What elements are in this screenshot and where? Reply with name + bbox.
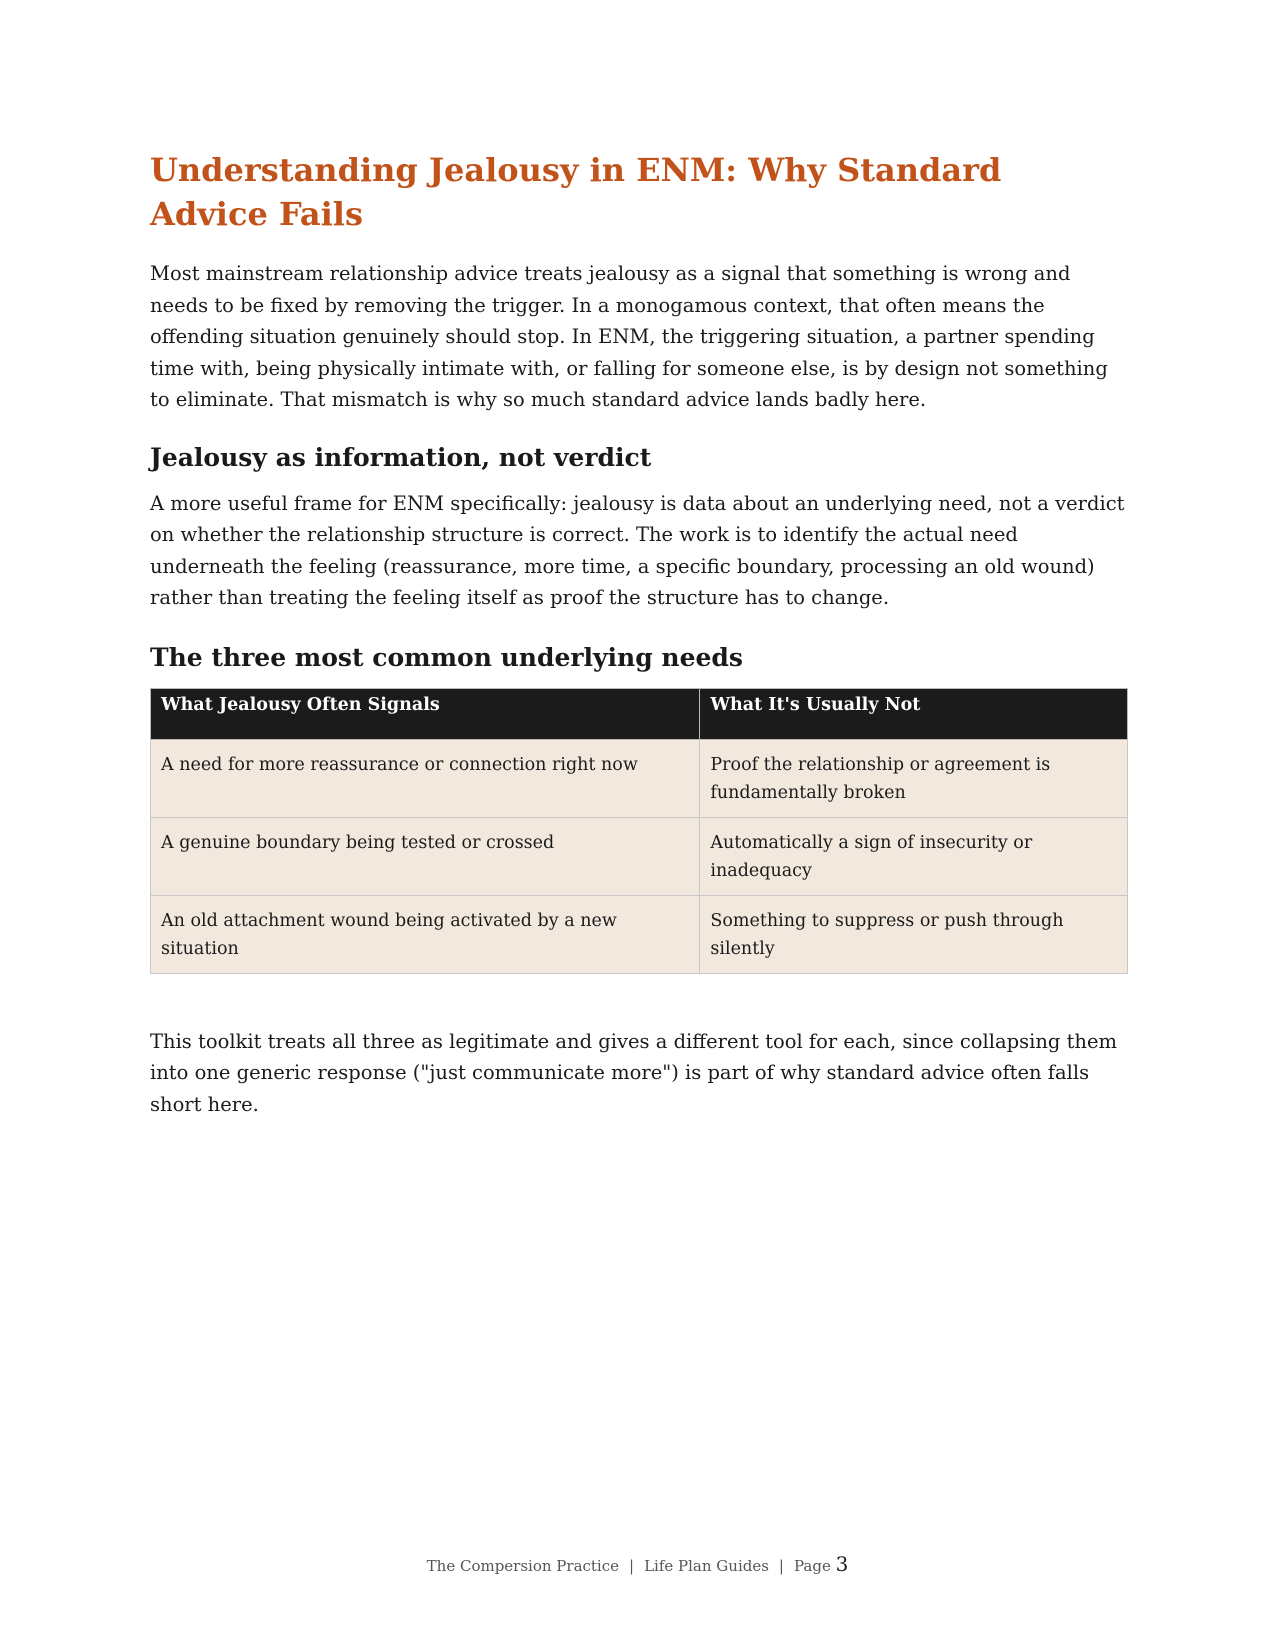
section-heading-underlying-needs: The three most common underlying needs [150,642,743,672]
footer-org: The Compersion Practice [426,1557,620,1575]
table-cell: A need for more reassurance or connection right now [151,739,700,817]
page-title: Understanding Jealousy in ENM: Why Standard Advice Fails [150,151,1002,233]
table-header-cell: What Jealousy Often Signals [151,688,700,739]
footer-separator: | [629,1557,635,1575]
table-cell: A genuine boundary being tested or crossed [151,817,700,895]
table-cell: Automatically a sign of insecurity or inadequacy [700,817,1128,895]
table-cell: Something to suppress or push through silently [700,895,1128,973]
table-row [151,895,1128,973]
document-page [150,148,1130,1120]
table-cell: An old attachment wound being activated by a new situation [151,895,700,973]
footer-series: Life Plan Guides [644,1557,769,1575]
section-paragraph-jealousy-information: A more useful frame for ENM specifically: jealousy is data about an underlying need, not a verdict on whether the relationship structure is correct. The work is to identify the actual need underneath the feeling (reassurance, more time, a specific boundary, processing an old wound) rather than treating the feeling itself as proof the structure has to change. [150,491,1125,609]
page-footer [0,1552,1275,1576]
footer-page-number: 3 [835,1552,849,1576]
intro-paragraph: Most mainstream relationship advice treats jealousy as a signal that something is wrong and needs to be fixed by removing the trigger. In a monogamous context, that often means the offending situation genuinely should stop. In ENM, the triggering situation, a partner spending time with, being physically intimate with, or falling for someone else, is by design not something to eliminate. That mismatch is why so much standard advice lands badly here. [150,262,1108,411]
footer-separator: | [778,1557,784,1575]
footer-page-label: Page [793,1557,831,1575]
closing-paragraph: This toolkit treats all three as legitimate and gives a different tool for each, since collapsing them into one generic response ("just communicate more") is part of why standard advice often falls short here. [150,1029,1118,1116]
table-header-cell: What It's Usually Not [700,688,1128,739]
table-header-row [151,688,1128,739]
needs-table [150,688,1128,974]
table-row [151,817,1128,895]
table-row [151,739,1128,817]
table-cell: Proof the relationship or agreement is fundamentally broken [700,739,1128,817]
section-heading-jealousy-information: Jealousy as information, not verdict [150,442,652,472]
